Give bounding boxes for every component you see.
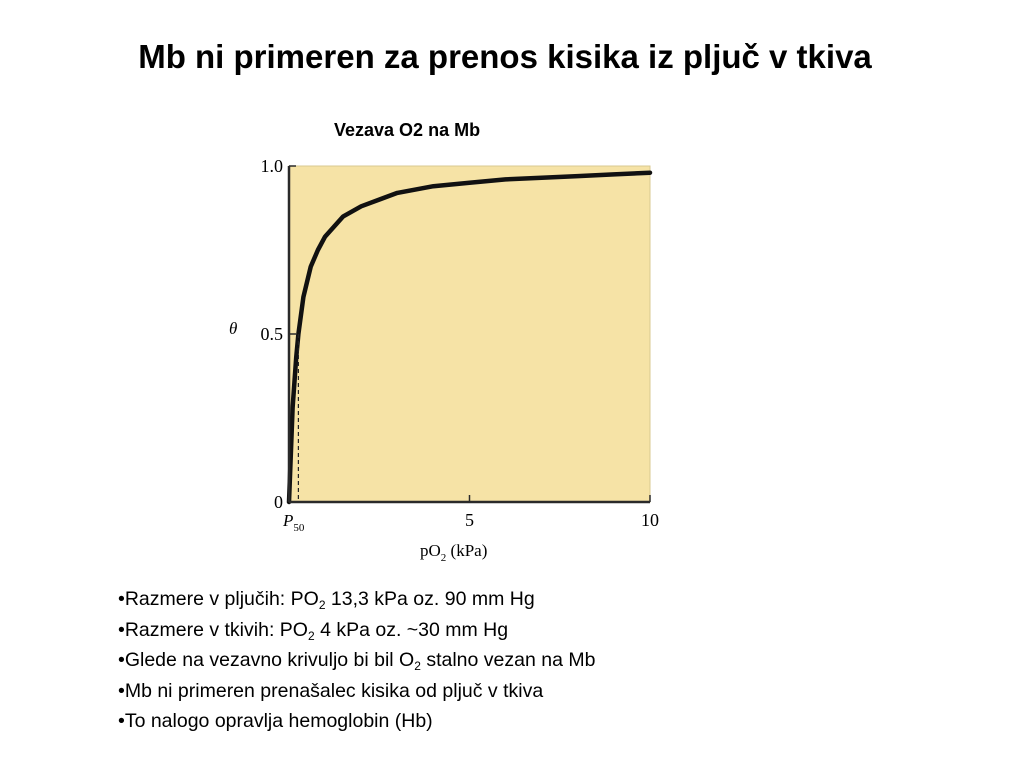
bullet-item: •Mb ni primeren prenašalec kisika od pljuč v tkiva <box>118 679 544 702</box>
chart-caption: Vezava O2 na Mb <box>334 120 481 140</box>
y-tick-label: 0.5 <box>260 324 283 344</box>
x-axis-label-main: pO <box>420 541 441 560</box>
y-tick-label: 0 <box>274 492 283 512</box>
x-tick-label: 10 <box>641 510 659 530</box>
p50-label-main: P <box>283 511 294 530</box>
p50-label <box>282 511 305 534</box>
bullet-item: •Razmere v tkivih: $PO_2$ 4 kPa oz. ~30 mm Hg <box>118 618 509 643</box>
x-axis-label-sub: 2 <box>440 552 447 564</box>
x-tick-label: 5 <box>465 510 474 530</box>
p50-label-sub: 50 <box>293 522 305 534</box>
x-axis-label <box>420 541 487 564</box>
bullet-list <box>118 584 595 737</box>
y-tick-label: 1.0 <box>260 156 283 176</box>
x-axis-label-unit: (kPa) <box>446 541 488 560</box>
chart-container <box>200 140 670 580</box>
bullet-item: •To nalogo opravlja hemoglobin (Hb) <box>118 710 433 732</box>
binding-curve-chart <box>200 140 670 580</box>
bullet-item: •Razmere v pljučih: $PO_2$ 13,3 kPa oz. 90 mm Hg <box>118 588 535 612</box>
bullet-item: •Glede na vezavno krivuljo bi bil $O_2$ stalno vezan na Mb <box>118 649 596 673</box>
y-axis-label: θ <box>229 319 238 338</box>
slide-title: Mb ni primeren za prenos kisika iz pljuč v tkiva <box>138 38 872 75</box>
